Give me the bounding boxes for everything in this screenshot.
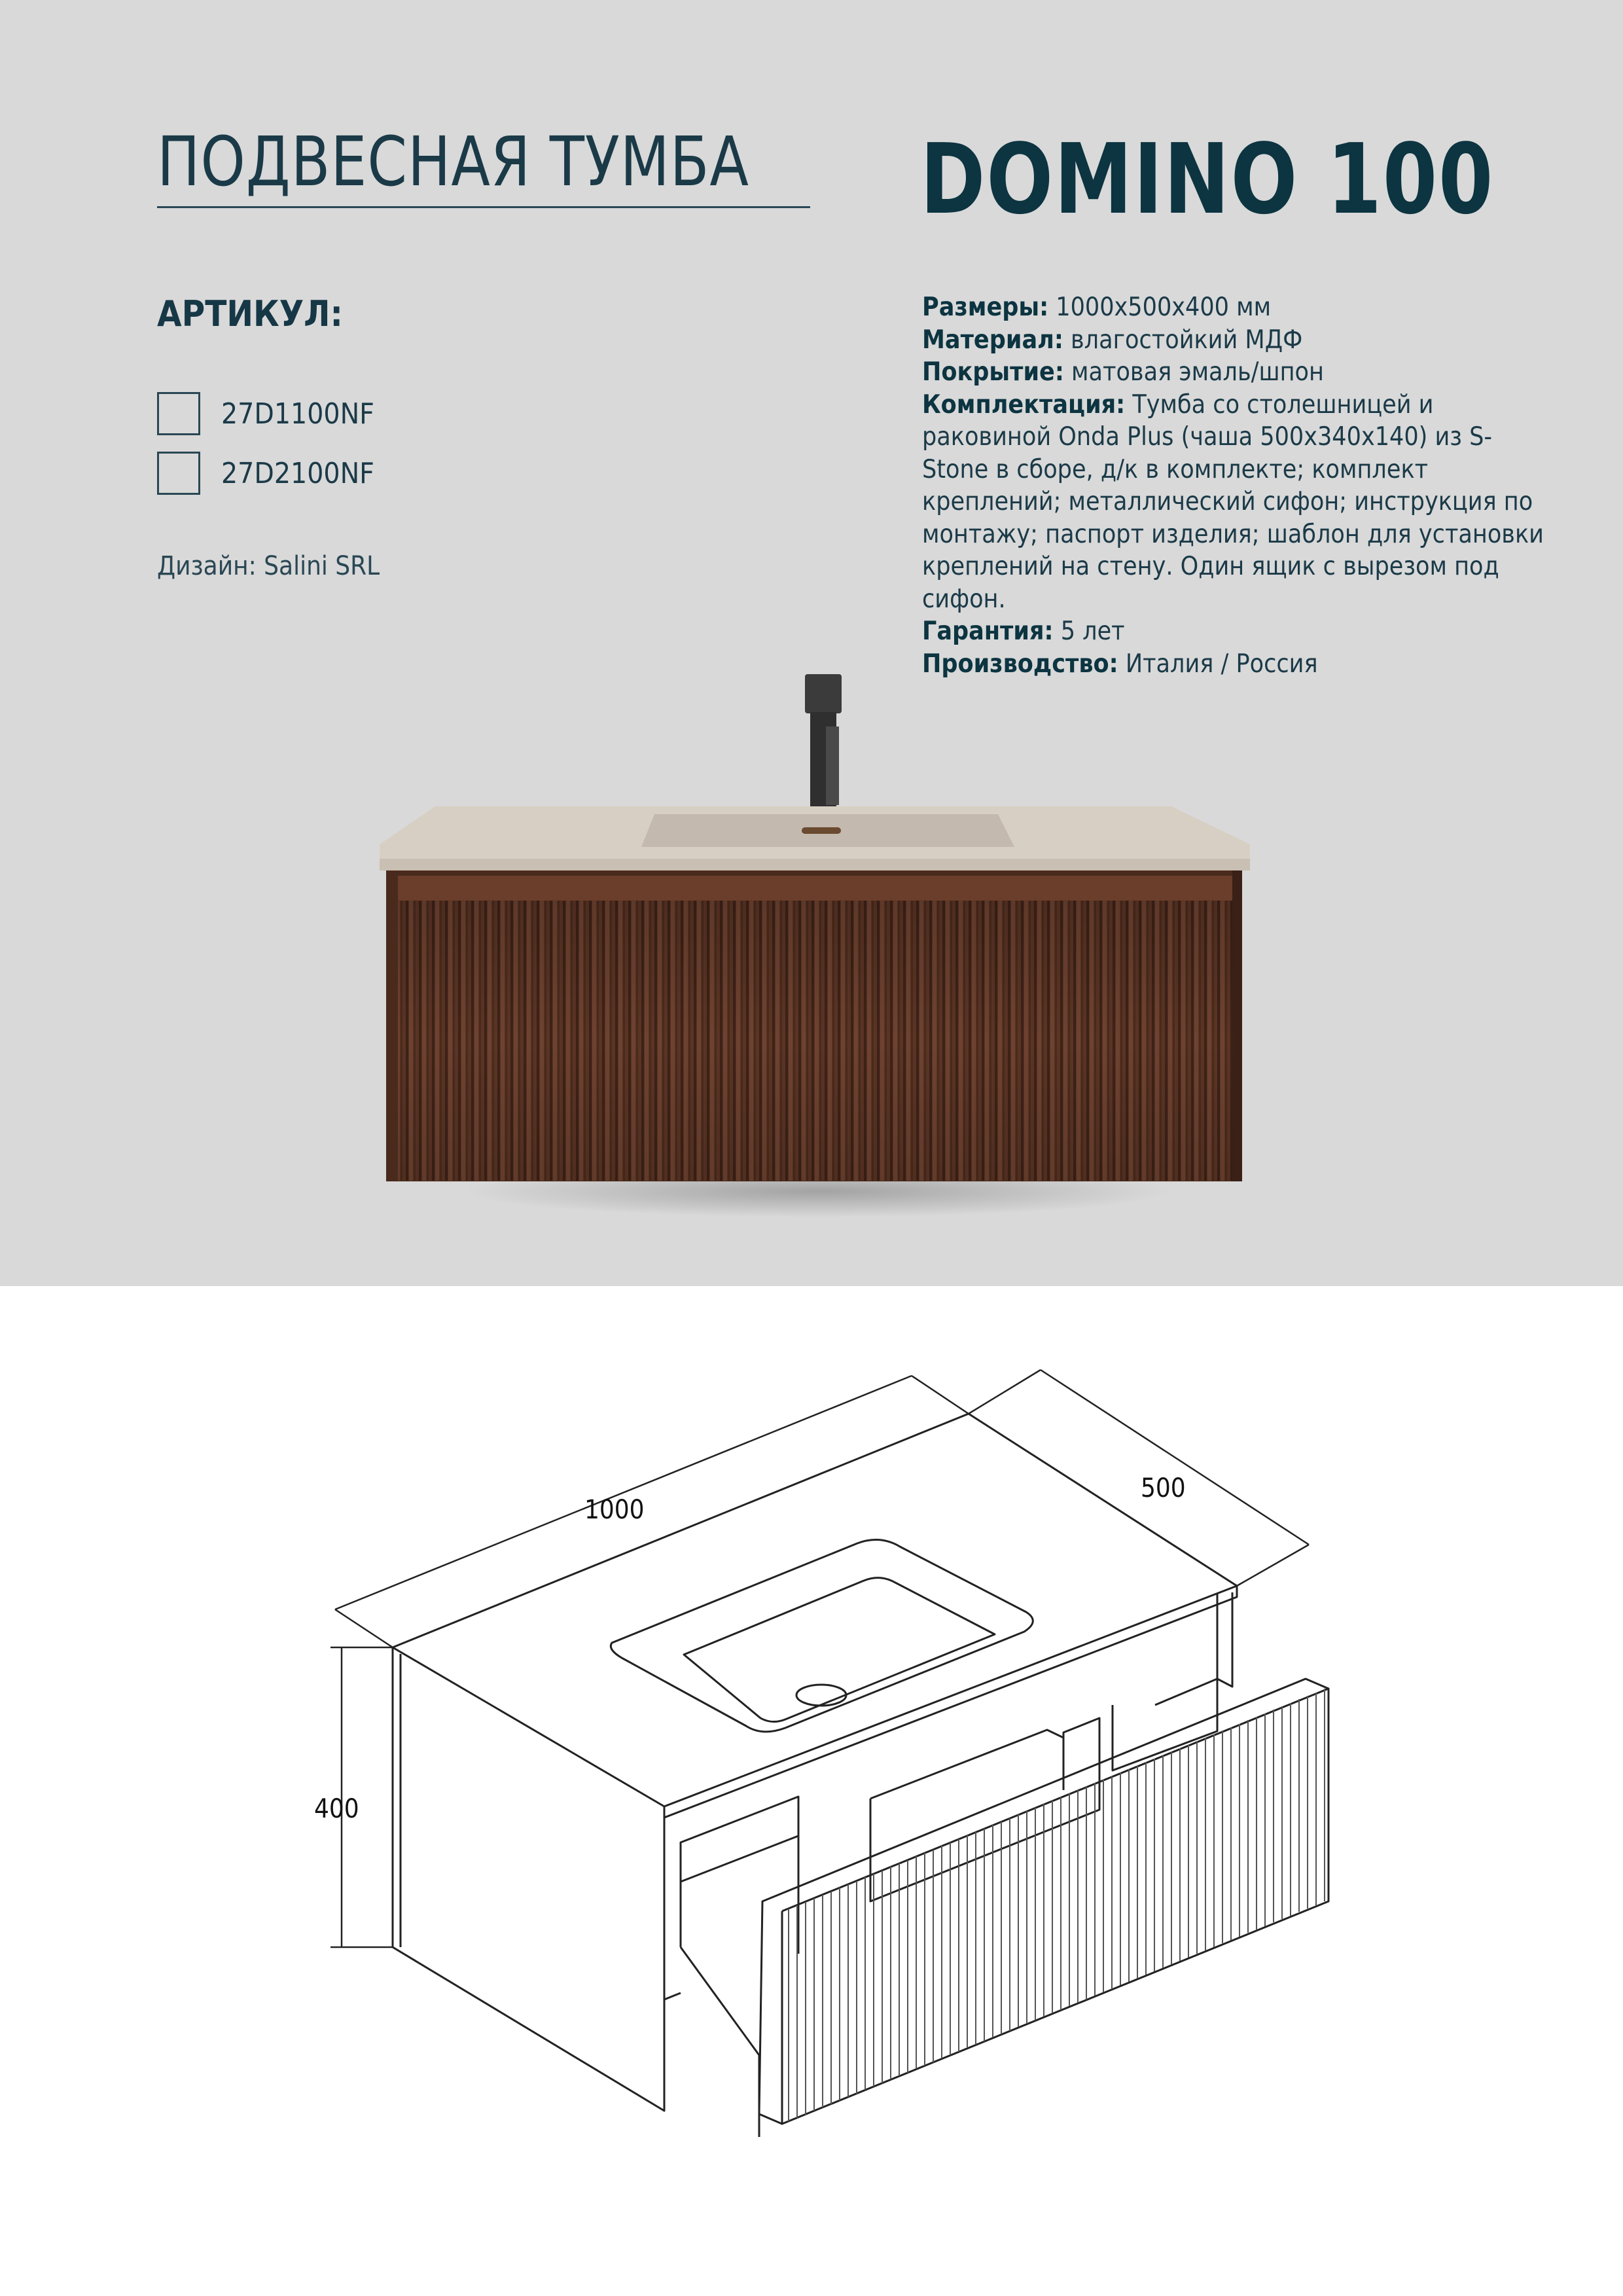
sku-option-2[interactable] xyxy=(157,449,374,497)
height-dimension-label: 400 xyxy=(314,1794,359,1824)
sku-code: 27D2100NF xyxy=(221,456,374,490)
width-dimension-line xyxy=(335,1376,912,1609)
title-underline xyxy=(157,206,810,208)
spec-finish xyxy=(922,356,1544,389)
spec-value: матовая эмаль/шпон xyxy=(1071,357,1324,387)
technical-drawing xyxy=(0,1286,1623,2296)
depth-dimension-label: 500 xyxy=(1141,1473,1186,1503)
spec-value: 1000х500х400 мм xyxy=(1056,293,1272,322)
drain-outline xyxy=(796,1685,846,1706)
spec-size xyxy=(922,291,1544,324)
depth-dimension-line xyxy=(1041,1370,1309,1545)
faucet xyxy=(804,674,843,814)
sku-code: 27D1100NF xyxy=(221,397,374,431)
model-name: DOMINO 100 xyxy=(920,123,1495,236)
sku-checkbox[interactable] xyxy=(157,452,200,495)
spec-label: Гарантия: xyxy=(922,617,1054,646)
left-panel xyxy=(393,1647,664,2111)
sku-label: АРТИКУЛ: xyxy=(157,293,343,334)
spec-label: Комплектация: xyxy=(922,389,1126,420)
spec-production xyxy=(922,648,1544,681)
basin-outline xyxy=(611,1540,1033,1732)
sku-checkbox[interactable] xyxy=(157,392,200,435)
spec-value: 5 лет xyxy=(1060,617,1125,646)
spec-value: влагостойкий МДФ xyxy=(1071,325,1303,355)
sku-option-1[interactable] xyxy=(157,389,374,438)
product-type: ПОДВЕСНАЯ ТУМБА xyxy=(157,122,749,202)
spec-label: Материал: xyxy=(922,325,1063,355)
spec-value: Тумба со столешницей и раковиной Onda Plus (чаша 500х340х140) из S-Stone в сборе, д/к в комплекте; комплект креплений; металлический сифон; инструкция по монтажу; паспорт изделия; шаблон для установки креплений на стену. Один ящик с вырезом под сифон. xyxy=(922,389,1544,614)
spec-kit xyxy=(922,389,1544,616)
spec-value: Италия / Россия xyxy=(1125,649,1318,679)
spec-label: Производство: xyxy=(922,649,1118,679)
spec-label: Размеры: xyxy=(922,293,1049,322)
spec-list xyxy=(922,291,1544,680)
drawer-slats xyxy=(789,1689,1325,2121)
spec-label: Покрытие: xyxy=(922,357,1064,387)
design-credit: Дизайн: Salini SRL xyxy=(157,551,380,581)
drain-icon xyxy=(802,827,841,834)
spec-warranty xyxy=(922,615,1544,648)
cabinet-top-rail xyxy=(398,876,1232,901)
top-surface xyxy=(393,1414,1237,1806)
width-dimension-label: 1000 xyxy=(584,1495,645,1525)
spec-material xyxy=(922,324,1544,357)
